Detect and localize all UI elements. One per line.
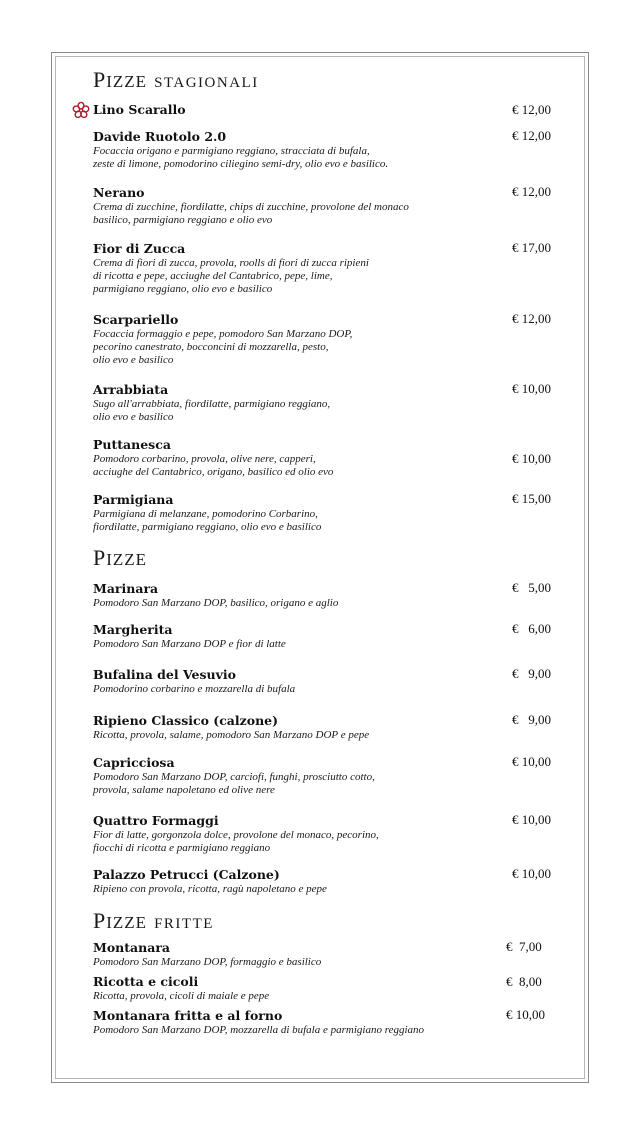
- item-price: € 7,00: [506, 939, 542, 954]
- section-title-main: [93, 67, 147, 92]
- item-name: Ripieno Classico (calzone): [93, 713, 279, 728]
- menu-item-quattro-formaggi: [93, 813, 563, 855]
- title-rest: IZZE: [106, 913, 148, 932]
- section-title-sub: FRITTE: [154, 916, 214, 932]
- title-initial: P: [93, 908, 107, 933]
- menu-item-bufalina-del-vesuvio: [93, 667, 563, 696]
- section-title-pizze-stagionali: [93, 68, 259, 92]
- item-description: Crema di fiori di zucca, provola, roolls di fiori di zucca ripieni di ricotta e pepe, acciughe del Cantabrico, pepe, lime, parmigiano reggiano, olio evo e basilico: [93, 257, 369, 296]
- item-price: € 10,00: [512, 451, 551, 466]
- item-price: € 10,00: [506, 1007, 545, 1022]
- item-price: € 10,00: [512, 381, 551, 396]
- michelin-star-icon: [72, 101, 90, 119]
- menu-item-ripieno-classico: [93, 713, 563, 742]
- menu-item-nerano: [93, 185, 563, 227]
- menu-item-capricciosa: [93, 755, 563, 797]
- item-name: Quattro Formaggi: [93, 813, 219, 828]
- menu-item-palazzo-petrucci: [93, 867, 563, 896]
- item-description: Pomodorino corbarino e mozzarella di bufala: [93, 683, 296, 695]
- item-description: Ricotta, provola, cicoli di maiale e pepe: [93, 990, 270, 1002]
- item-description: Fior di latte, gorgonzola dolce, provolone del monaco, pecorino, fiocchi di ricotta e parmigiano reggiano: [93, 829, 379, 855]
- item-price: € 10,00: [512, 812, 551, 827]
- item-description: Parmigiana di melanzane, pomodorino Corbarino, fiordilatte, parmigiano reggiano, olio evo e basilico: [93, 508, 322, 534]
- menu-item-montanara: [93, 940, 563, 969]
- item-price: € 5,00: [512, 580, 551, 595]
- menu-item-marinara: [93, 581, 563, 610]
- item-description: Ricotta, provola, salame, pomodoro San Marzano DOP e pepe: [93, 729, 370, 741]
- item-description: Pomodoro San Marzano DOP, mozzarella di bufala e parmigiano reggiano: [93, 1024, 425, 1036]
- item-description: Pomodoro San Marzano DOP, formaggio e basilico: [93, 956, 322, 968]
- section-title-sub: STAGIONALI: [154, 75, 259, 91]
- item-name: Nerano: [93, 185, 145, 200]
- item-name: Lino Scarallo: [93, 102, 186, 117]
- item-price: € 8,00: [506, 974, 542, 989]
- item-price: € 12,00: [512, 184, 551, 199]
- menu-item-ricotta-e-cicoli: [93, 974, 563, 1003]
- item-price: € 10,00: [512, 866, 551, 881]
- item-price: € 6,00: [512, 621, 551, 636]
- menu-item-arrabbiata: [93, 382, 563, 424]
- item-price: € 9,00: [512, 712, 551, 727]
- menu-item-davide-ruotolo: [93, 129, 563, 171]
- item-name: Margherita: [93, 622, 173, 637]
- item-price: € 9,00: [512, 666, 551, 681]
- item-description: Crema di zucchine, fiordilatte, chips di zucchine, provolone del monaco basilico, parmigiano reggiano e olio evo: [93, 201, 409, 227]
- menu-item-fior-di-zucca: [93, 241, 563, 297]
- item-name: Davide Ruotolo 2.0: [93, 129, 227, 144]
- title-initial: P: [93, 67, 107, 92]
- section-title-pizze-fritte: [93, 909, 214, 933]
- title-rest: IZZE: [106, 72, 148, 91]
- menu-item-puttanesca: [93, 437, 563, 479]
- item-description: Pomodoro San Marzano DOP, carciofi, funghi, prosciutto cotto, provola, salame napoletano ed olive nere: [93, 771, 375, 797]
- item-name: Arrabbiata: [93, 382, 169, 397]
- item-description: Pomodoro San Marzano DOP, basilico, origano e aglio: [93, 597, 339, 609]
- item-price: € 12,00: [512, 102, 551, 117]
- title-initial: P: [93, 545, 107, 570]
- item-name: Montanara: [93, 940, 171, 955]
- item-name: Parmigiana: [93, 492, 174, 507]
- item-price: € 15,00: [512, 491, 551, 506]
- item-name: Puttanesca: [93, 437, 171, 452]
- section-title-main: [93, 908, 147, 933]
- item-description: Focaccia origano e parmigiano reggiano, stracciata di bufala, zeste di limone, pomodorino ciliegino semi-dry, olio evo e basilico.: [93, 145, 389, 171]
- menu-item-scarpariello: [93, 312, 563, 368]
- item-name: Marinara: [93, 581, 159, 596]
- item-price: € 12,00: [512, 128, 551, 143]
- menu-item-parmigiana: [93, 492, 563, 534]
- item-name: Bufalina del Vesuvio: [93, 667, 236, 682]
- section-title-main: [93, 545, 147, 570]
- item-name: Scarpariello: [93, 312, 179, 327]
- menu-item-lino-scarallo: [93, 102, 563, 117]
- item-description: Ripieno con provola, ricotta, ragù napoletano e pepe: [93, 883, 327, 895]
- section-title-pizze: [93, 546, 147, 570]
- item-price: € 10,00: [512, 754, 551, 769]
- item-name: Ricotta e cicoli: [93, 974, 199, 989]
- item-name: Fior di Zucca: [93, 241, 186, 256]
- menu-item-montanara-fritta-al-forno: [93, 1008, 563, 1037]
- item-name: Palazzo Petrucci (Calzone): [93, 867, 280, 882]
- item-price: € 17,00: [512, 240, 551, 255]
- title-rest: IZZE: [106, 550, 148, 569]
- item-description: Pomodoro corbarino, provola, olive nere, capperi, acciughe del Cantabrico, origano, basilico ed olio evo: [93, 453, 334, 479]
- item-description: Focaccia formaggio e pepe, pomodoro San Marzano DOP, pecorino canestrato, bocconcini di mozzarella, pesto, olio evo e basilico: [93, 328, 353, 367]
- menu-item-margherita: [93, 622, 563, 651]
- item-name: Capricciosa: [93, 755, 175, 770]
- item-description: Pomodoro San Marzano DOP e fior di latte: [93, 638, 286, 650]
- item-price: € 12,00: [512, 311, 551, 326]
- item-name: Montanara fritta e al forno: [93, 1008, 283, 1023]
- item-description: Sugo all'arrabbiata, fiordilatte, parmigiano reggiano, olio evo e basilico: [93, 398, 331, 424]
